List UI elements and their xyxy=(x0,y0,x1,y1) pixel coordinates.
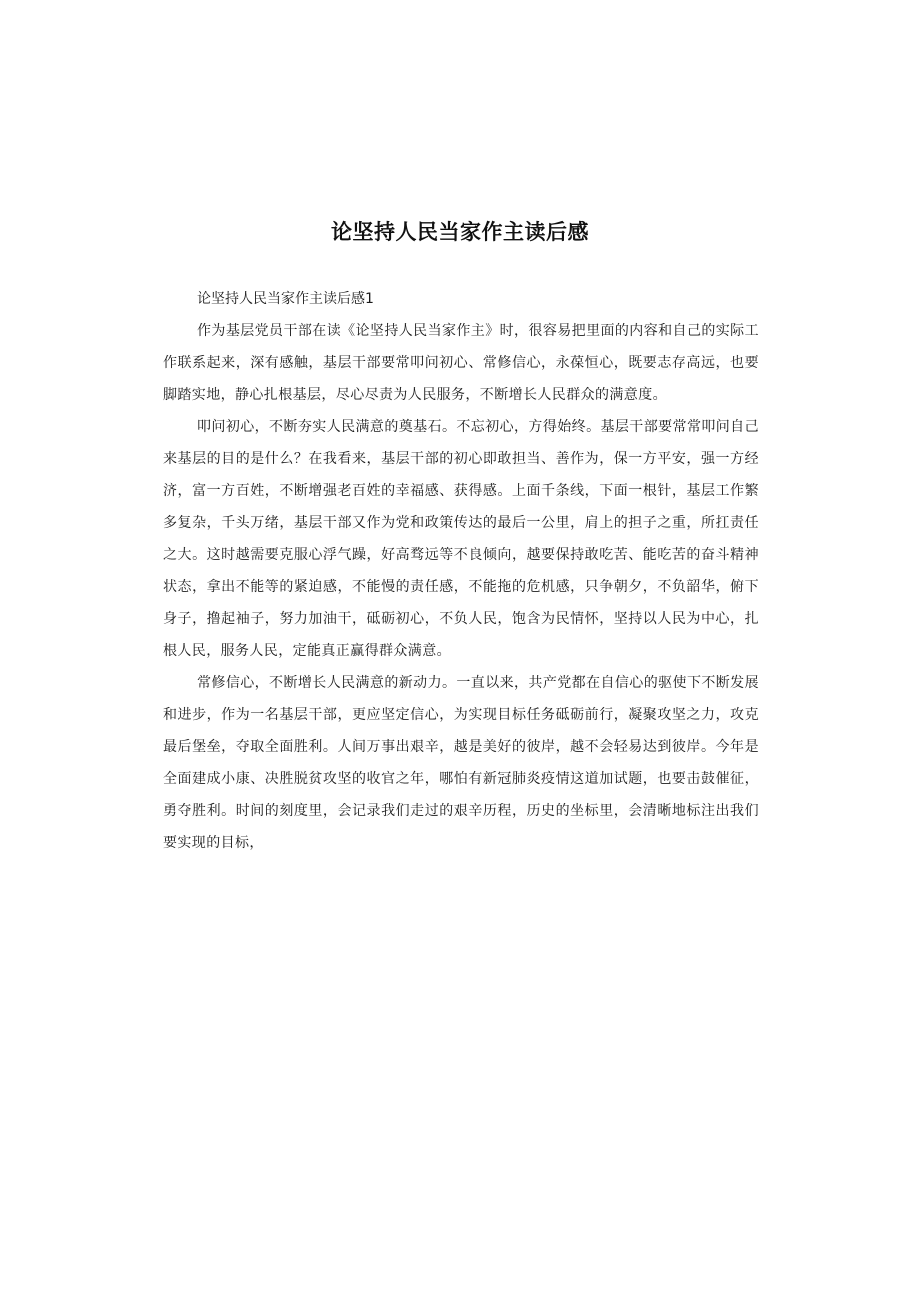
section-subtitle: 论坚持人民当家作主读后感1 xyxy=(197,291,374,307)
paragraph: 常修信心，不断增长人民满意的新动力。一直以来，共产党都在自信心的驱使下不断发展和进步，作为一名基层干部，更应坚定信心，为实现目标任务砥砺前行，凝聚攻坚之力，攻克最后堡垒，夺取全面胜利。人间万事出艰辛，越是美好的彼岸，越不会轻易达到彼岸。今年是全面建成小康、决胜脱贫攻坚的收官之年，哪怕有新冠肺炎疫情这道加试题，也要击鼓催征，勇夺胜利。时间的刻度里，会记录我们走过的艰辛历程，历史的坐标里，会清晰地标注出我们要实现的目标， xyxy=(163,675,759,851)
paragraph: 作为基层党员干部在读《论坚持人民当家作主》时，很容易把里面的内容和自己的实际工作联系起来，深有感触，基层干部要常叩问初心、常修信心，永葆恒心，既要志存高远，也要脚踏实地，静心扎根基层，尽心尽责为人民服务，不断增长人民群众的满意度。 xyxy=(163,323,759,403)
document-title: 论坚持人民当家作主读后感 xyxy=(331,220,589,244)
paragraph: 叩问初心，不断夯实人民满意的奠基石。不忘初心，方得始终。基层干部要常常叩问自己来基层的目的是什么？在我看来，基层干部的初心即敢担当、善作为，保一方平安，强一方经济，富一方百姓，不断增强老百姓的幸福感、获得感。上面千条线，下面一根针，基层工作繁多复杂，千头万绪，基层干部又作为党和政策传达的最后一公里，肩上的担子之重，所扛责任之大。这时越需要克服心浮气躁，好高骛远等不良倾向，越要保持敢吃苦、能吃苦的奋斗精神状态，拿出不能等的紧迫感，不能慢的责任感，不能拖的危机感，只争朝夕，不负韶华，俯下身子，撸起袖子，努力加油干，砥砺初心，不负人民，饱含为民情怀，坚持以人民为中心，扎根人民，服务人民，定能真正赢得群众满意。 xyxy=(163,419,759,659)
document-body xyxy=(163,283,759,859)
